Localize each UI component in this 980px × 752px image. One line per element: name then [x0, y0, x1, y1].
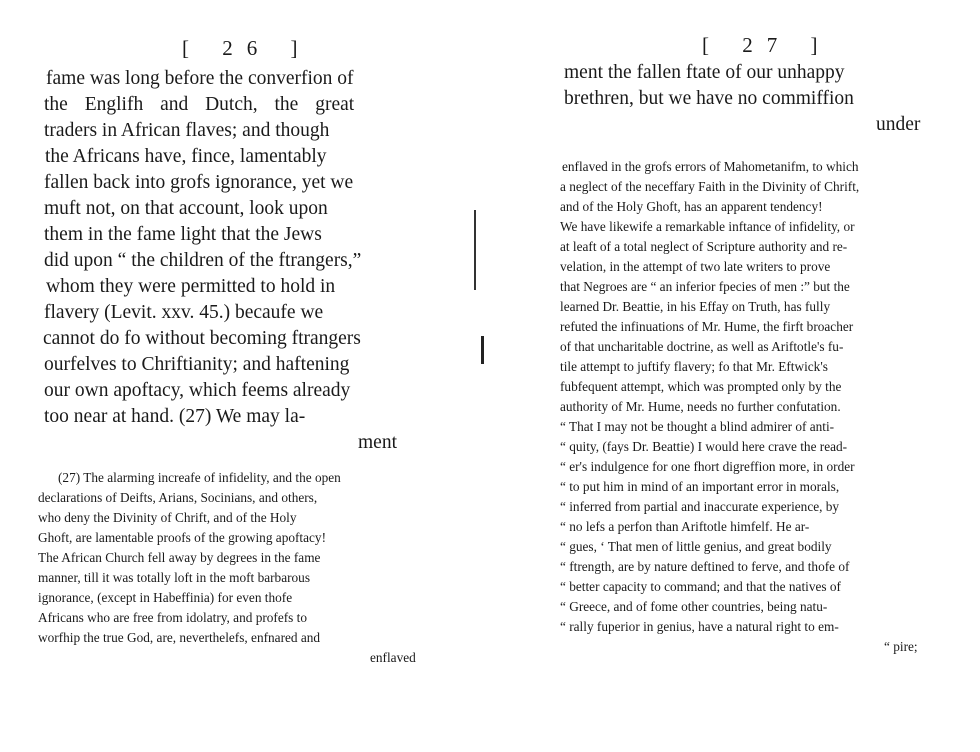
footnote-line: “ er's indulgence for one fhort digreffion more, in order — [560, 459, 855, 474]
footnote-line: “ gues, ‘ That men of little genius, and great bodily — [560, 539, 832, 554]
body-line: too near at hand. (27) We may la- — [44, 406, 306, 427]
footnote-line: worfhip the true God, are, neverthelefs, enfnared and — [38, 630, 321, 645]
footnote-line: who deny the Divinity of Chrift, and of the Holy — [38, 510, 297, 525]
catchword: ment — [358, 432, 397, 453]
footnote-line: The African Church fell away by degrees in the fame — [38, 550, 321, 565]
footnote-line: enflaved in the grofs errors of Mahometanifm, to which — [562, 159, 859, 174]
footnote-line: and of the Holy Ghoft, has an apparent tendency! — [560, 199, 823, 214]
footnote-line: “ ftrength, are by nature deftined to ferve, and thofe of — [560, 559, 850, 574]
catchword: enflaved — [370, 650, 416, 665]
footnote-line: Ghoft, are lamentable proofs of the growing apoftacy! — [38, 530, 326, 545]
page-number-left: [ 26 ] — [182, 36, 312, 60]
body-line: muft not, on that account, look upon — [44, 198, 328, 219]
body-line: did upon “ the children of the ftrangers,” — [44, 250, 362, 271]
footnote-line: “ rally fuperior in genius, have a natural right to em- — [560, 619, 839, 634]
body-line: brethren, but we have no commiffion — [564, 88, 854, 109]
footnote-line: fubfequent attempt, which was prompted only by the — [560, 379, 842, 394]
body-line: cannot do fo without becoming ftrangers — [43, 328, 361, 349]
footnote-line: a neglect of the neceffary Faith in the Divinity of Chrift, — [560, 179, 860, 194]
page-number-right: [ 27 ] — [702, 33, 832, 57]
footnote-line: “ inferred from partial and inaccurate experience, by — [560, 499, 840, 514]
body-line: our own apoftacy, which feems already — [44, 380, 351, 401]
footnote-line: manner, till it was totally loft in the moft barbarous — [38, 570, 310, 585]
footnote-line: velation, in the attempt of two late writers to prove — [560, 259, 831, 274]
footnote-line: at leaft of a total neglect of Scripture authority and re- — [560, 239, 848, 254]
body-line: the Africans have, fince, lamentably — [45, 146, 327, 167]
catchword: under — [876, 114, 921, 135]
footnote-line: “ That I may not be thought a blind admirer of anti- — [560, 419, 835, 434]
footnote-line: that Negroes are “ an inferior fpecies of men :” but the — [560, 279, 850, 294]
footnote-line: We have likewife a remarkable inftance of infidelity, or — [560, 219, 855, 234]
binding-gutter-mark — [474, 210, 476, 290]
body-line: fame was long before the converfion of — [46, 68, 354, 89]
footnote-line: “ to put him in mind of an important error in morals, — [560, 479, 840, 494]
footnote-line: “ no lefs a perfon than Ariftotle himfelf. He ar- — [560, 519, 810, 534]
body-line: ment the fallen ftate of our unhappy — [564, 62, 845, 83]
footnote-line: “ Greece, and of fome other countries, being natu- — [560, 599, 828, 614]
footnote-line: refuted the infinuations of Mr. Hume, the firft broacher — [560, 319, 854, 334]
footnote-line: (27) The alarming increafe of infidelity, and the open — [58, 470, 341, 485]
body-line: fallen back into grofs ignorance, yet we — [44, 172, 354, 193]
binding-gutter-mark — [481, 336, 484, 364]
body-line: traders in African flaves; and though — [44, 120, 330, 141]
catchword: “ pire; — [884, 639, 918, 654]
footnote-line: of that uncharitable doctrine, as well as Ariftotle's fu- — [560, 339, 844, 354]
footnote-line: learned Dr. Beattie, in his Effay on Truth, has fully — [560, 299, 831, 314]
body-line: ourfelves to Chriftianity; and haftening — [44, 354, 350, 375]
footnote-line: Africans who are free from idolatry, and profefs to — [38, 610, 308, 625]
footnote-line: “ quity, (fays Dr. Beattie) I would here crave the read- — [560, 439, 848, 454]
footnote-line: tile attempt to juftify flavery; fo that Mr. Eftwick's — [560, 359, 828, 374]
body-line: the Englifh and Dutch, the great — [44, 94, 355, 115]
footnote-line: “ better capacity to command; and that the natives of — [560, 579, 841, 594]
body-line: whom they were permitted to hold in — [46, 276, 336, 297]
body-line: flavery (Levit. xxv. 45.) becaufe we — [44, 302, 324, 323]
footnote-line: ignorance, (except in Habeffinia) for even thofe — [38, 590, 293, 605]
body-line: them in the fame light that the Jews — [44, 224, 322, 245]
footnote-line: declarations of Deifts, Arians, Socinians, and others, — [38, 490, 318, 505]
footnote-line: authority of Mr. Hume, needs no further confutation. — [560, 399, 841, 414]
